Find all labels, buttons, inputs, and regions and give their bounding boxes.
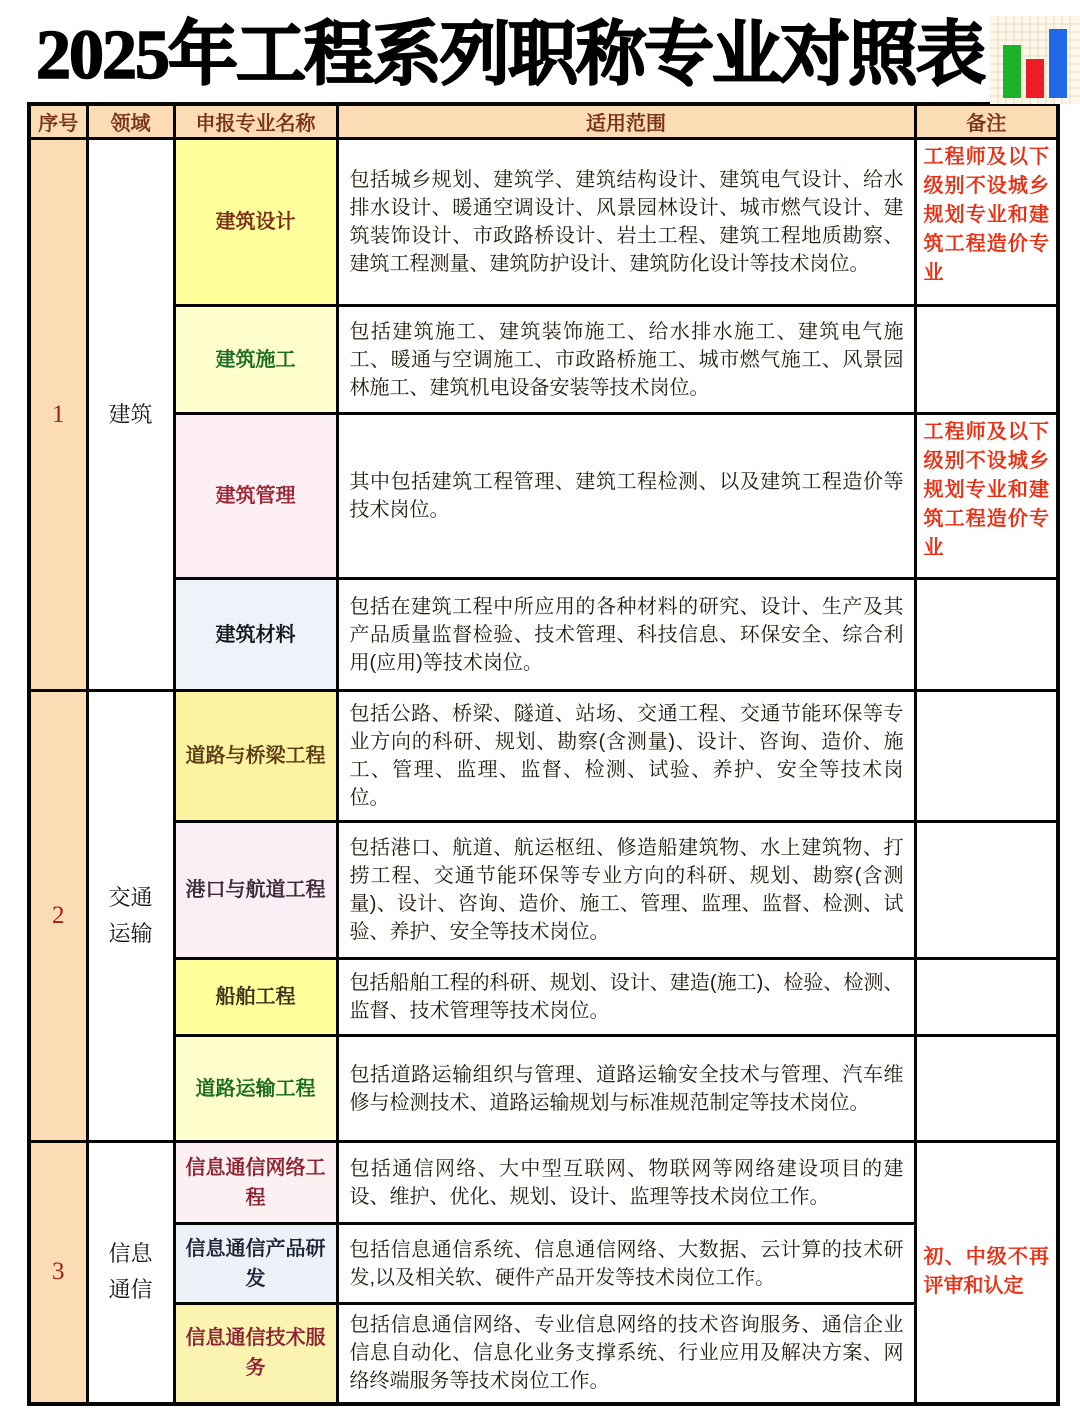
table-row: [29, 579, 1058, 691]
specialty-cell: 道路运输工程: [174, 1036, 337, 1142]
specialty-cell: 信息通信产品研发: [174, 1224, 337, 1304]
table-row: [29, 691, 1058, 822]
title-row: [0, 0, 1080, 102]
specialty-cell: 信息通信网络工程: [174, 1142, 337, 1224]
specialty-cell: 船舶工程: [174, 959, 337, 1036]
page-title: 2025年工程系列职称专业对照表: [36, 17, 984, 94]
remark-cell: [915, 306, 1058, 414]
scope-cell: 包括建筑施工、建筑装饰施工、给水排水施工、建筑电气施工、暖通与空调施工、市政路桥施工、城市燃气施工、风景园林施工、建筑机电设备安装等技术岗位。: [337, 306, 915, 414]
specialty-cell: 建筑设计: [174, 139, 337, 306]
table-row: [29, 1304, 1058, 1404]
group3-no: 3: [29, 1142, 87, 1404]
scope-cell: 其中包括建筑工程管理、建筑工程检测、以及建筑工程造价等技术岗位。: [337, 414, 915, 579]
remark-cell: [915, 1036, 1058, 1142]
group2-no: 2: [29, 691, 87, 1142]
header-scope: 适用范围: [337, 104, 915, 139]
table-row: [29, 139, 1058, 306]
header-no: 序号: [29, 104, 87, 139]
scope-cell: 包括通信网络、大中型互联网、物联网等网络建设项目的建设、维护、优化、规划、设计、监理等技术岗位工作。: [337, 1142, 915, 1224]
scope-cell: 包括船舶工程的科研、规划、设计、建造(施工)、检验、检测、监督、技术管理等技术岗位。: [337, 959, 915, 1036]
group2-field: 交通运输: [87, 691, 174, 1142]
remark-cell: 工程师及以下级别不设城乡规划专业和建筑工程造价专业: [915, 139, 1058, 306]
remark-cell: [915, 579, 1058, 691]
scope-cell: 包括信息通信系统、信息通信网络、大数据、云计算的技术研发,以及相关软、硬件产品开发等技术岗位工作。: [337, 1224, 915, 1304]
scope-cell: 包括公路、桥梁、隧道、站场、交通工程、交通节能环保等专业方向的科研、规划、勘察(含测量)、设计、咨询、造价、施工、管理、监理、监督、检测、试验、养护、安全等技术岗位。: [337, 691, 915, 822]
table-row: [29, 1036, 1058, 1142]
scope-cell: 包括港口、航道、航运枢纽、修造船建筑物、水上建筑物、打捞工程、交通节能环保等专业方向的科研、规划、勘察(含测量)、设计、咨询、造价、施工、管理、监理、监督、检测、试验、养护、安全等技术岗位。: [337, 822, 915, 959]
table-row: [29, 414, 1058, 579]
scope-cell: 包括城乡规划、建筑学、建筑结构设计、建筑电气设计、给水排水设计、暖通空调设计、风景园林设计、城市燃气设计、建筑装饰设计、市政路桥设计、岩土工程、建筑工程地质勘察、建筑工程测量、建筑防护设计、建筑防化设计等技术岗位。: [337, 139, 915, 306]
table-row: [29, 1224, 1058, 1304]
bar-chart-icon: [990, 16, 1080, 104]
header-specialty: 申报专业名称: [174, 104, 337, 139]
specialty-cell: 港口与航道工程: [174, 822, 337, 959]
remark-cell: [915, 691, 1058, 822]
remark-cell: [915, 822, 1058, 959]
table-row: [29, 959, 1058, 1036]
specialty-cell: 信息通信技术服务: [174, 1304, 337, 1404]
group1-no: 1: [29, 139, 87, 691]
comparison-table: [27, 102, 1060, 1406]
table-row: [29, 1142, 1058, 1224]
specialty-cell: 建筑施工: [174, 306, 337, 414]
specialty-cell: 建筑管理: [174, 414, 337, 579]
group1-field: 建筑: [87, 139, 174, 691]
header-field: 领域: [87, 104, 174, 139]
specialty-cell: 建筑材料: [174, 579, 337, 691]
remark-cell: [915, 959, 1058, 1036]
remark-cell: 初、中级不再评审和认定: [915, 1142, 1058, 1404]
header-row: [29, 104, 1058, 139]
group3-field: 信息通信: [87, 1142, 174, 1404]
header-remark: 备注: [915, 104, 1058, 139]
scope-cell: 包括道路运输组织与管理、道路运输安全技术与管理、汽车维修与检测技术、道路运输规划与标准规范制定等技术岗位。: [337, 1036, 915, 1142]
remark-cell: 工程师及以下级别不设城乡规划专业和建筑工程造价专业: [915, 414, 1058, 579]
specialty-cell: 道路与桥梁工程: [174, 691, 337, 822]
table-row: [29, 306, 1058, 414]
scope-cell: 包括信息通信网络、专业信息网络的技术咨询服务、通信企业信息自动化、信息化业务支撑系统、行业应用及解决方案、网络终端服务等技术岗位工作。: [337, 1304, 915, 1404]
table-row: [29, 822, 1058, 959]
scope-cell: 包括在建筑工程中所应用的各种材料的研究、设计、生产及其产品质量监督检验、技术管理、科技信息、环保安全、综合利用(应用)等技术岗位。: [337, 579, 915, 691]
